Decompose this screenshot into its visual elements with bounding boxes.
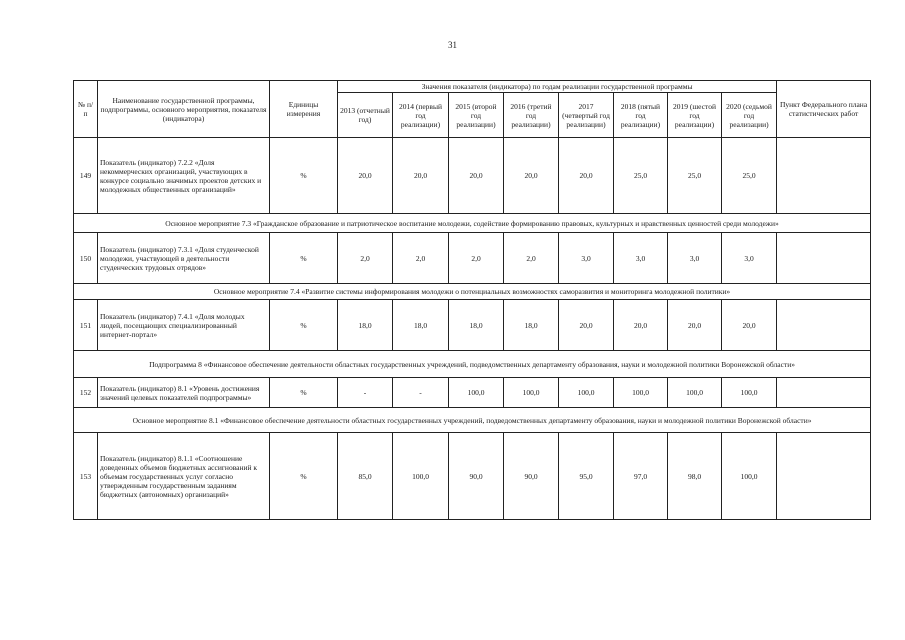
value-cell: 85,0 <box>338 433 393 520</box>
value-cell: - <box>338 378 393 408</box>
table-row <box>74 433 871 520</box>
value-cell: 2,0 <box>449 233 504 284</box>
value-cell: 20,0 <box>614 300 668 351</box>
indicators-table <box>73 80 871 520</box>
value-cell: 95,0 <box>559 433 614 520</box>
value-cell: 20,0 <box>722 300 777 351</box>
value-cell: 3,0 <box>722 233 777 284</box>
section-row <box>74 214 871 233</box>
value-cell: 25,0 <box>668 138 722 214</box>
header-year-2013: 2013 (отчетный год) <box>338 93 393 138</box>
row-number: 150 <box>74 233 98 284</box>
table-row <box>74 138 871 214</box>
unit-cell: % <box>270 300 338 351</box>
indicator-name: Показатель (индикатор) 7.4.1 «Доля молодых людей, посещающих специализированный интернет-портал» <box>98 300 270 351</box>
value-cell: 90,0 <box>449 433 504 520</box>
value-cell: 90,0 <box>504 433 559 520</box>
header-year-2016: 2016 (третий год реализации) <box>504 93 559 138</box>
value-cell: 2,0 <box>393 233 449 284</box>
value-cell: 3,0 <box>559 233 614 284</box>
value-cell: 97,0 <box>614 433 668 520</box>
value-cell: 20,0 <box>393 138 449 214</box>
value-cell: 18,0 <box>338 300 393 351</box>
indicator-name: Показатель (индикатор) 7.3.1 «Доля студенческой молодежи, участвующей в деятельности студенческих трудовых отрядов» <box>98 233 270 284</box>
section-row <box>74 284 871 300</box>
value-cell: 20,0 <box>338 138 393 214</box>
indicator-name: Показатель (индикатор) 8.1.1 «Соотношение доведенных объемов бюджетных ассигнований к объемам государственных услуг согласно утвержденным государственным заданиям бюджетных (автономных) организаций» <box>98 433 270 520</box>
value-cell: 98,0 <box>668 433 722 520</box>
unit-cell: % <box>270 138 338 214</box>
value-cell: 25,0 <box>722 138 777 214</box>
row-number: 151 <box>74 300 98 351</box>
value-cell: 18,0 <box>504 300 559 351</box>
unit-cell: % <box>270 433 338 520</box>
header-stat: Пункт Федерального плана статистических работ <box>777 81 871 138</box>
value-cell: 100,0 <box>722 433 777 520</box>
value-cell: 20,0 <box>668 300 722 351</box>
value-cell: 20,0 <box>559 300 614 351</box>
header-year-2014: 2014 (первый год реализации) <box>393 93 449 138</box>
indicator-name: Показатель (индикатор) 7.2.2 «Доля некоммерческих организаций, участвующих в конкурсе социально значимых проектов детских и молодежных общественных организаций» <box>98 138 270 214</box>
value-cell: 100,0 <box>722 378 777 408</box>
stat-cell <box>777 378 871 408</box>
stat-cell <box>777 138 871 214</box>
value-cell: 100,0 <box>504 378 559 408</box>
table-row <box>74 233 871 284</box>
section-title: Основное мероприятие 7.4 «Развитие системы информирования молодежи о потенциальных возможностях саморазвития и мониторинга молодежной политики» <box>74 284 871 300</box>
value-cell: 3,0 <box>614 233 668 284</box>
header-num: № п/п <box>74 81 98 138</box>
unit-cell: % <box>270 378 338 408</box>
header-year-2018: 2018 (пятый год реализации) <box>614 93 668 138</box>
value-cell: 18,0 <box>393 300 449 351</box>
value-cell: 25,0 <box>614 138 668 214</box>
subprogram-title: Подпрограмма 8 «Финансовое обеспечение деятельности областных государственных учреждений, подведомственных департаменту образования, науки и молодежной политики Воронежской области» <box>74 351 871 378</box>
row-number: 149 <box>74 138 98 214</box>
section-title: Основное мероприятие 8.1 «Финансовое обеспечение деятельности областных государственных учреждений, подведомственных департаменту образования, науки и молодежной политики Воронежской области» <box>74 408 871 433</box>
value-cell: 100,0 <box>559 378 614 408</box>
unit-cell: % <box>270 233 338 284</box>
header-name: Наименование государственной программы, подпрограммы, основного мероприятия, показателя (индикатора) <box>98 81 270 138</box>
value-cell: - <box>393 378 449 408</box>
value-cell: 100,0 <box>668 378 722 408</box>
header-year-2019: 2019 (шестой год реализации) <box>668 93 722 138</box>
row-number: 152 <box>74 378 98 408</box>
page-number: 31 <box>448 40 457 50</box>
header-year-2017: 2017 (четвертый год реализации) <box>559 93 614 138</box>
value-cell: 2,0 <box>504 233 559 284</box>
header-year-2020: 2020 (седьмой год реализации) <box>722 93 777 138</box>
table-row <box>74 378 871 408</box>
value-cell: 18,0 <box>449 300 504 351</box>
subprogram-row <box>74 351 871 378</box>
header-row-1 <box>74 81 871 93</box>
value-cell: 100,0 <box>614 378 668 408</box>
value-cell: 20,0 <box>449 138 504 214</box>
value-cell: 100,0 <box>393 433 449 520</box>
section-row <box>74 408 871 433</box>
header-year-2015: 2015 (второй год реализации) <box>449 93 504 138</box>
header-values-group: Значения показателя (индикатора) по годам реализации государственной программы <box>338 81 777 93</box>
value-cell: 100,0 <box>449 378 504 408</box>
value-cell: 20,0 <box>504 138 559 214</box>
stat-cell <box>777 300 871 351</box>
indicator-name: Показатель (индикатор) 8.1 «Уровень достижения значений целевых показателей подпрограммы» <box>98 378 270 408</box>
value-cell: 2,0 <box>338 233 393 284</box>
row-number: 153 <box>74 433 98 520</box>
section-title: Основное мероприятие 7.3 «Гражданское образование и патриотическое воспитание молодежи, содействие формированию правовых, культурных и нравственных ценностей среди молодежи» <box>74 214 871 233</box>
value-cell: 20,0 <box>559 138 614 214</box>
value-cell: 3,0 <box>668 233 722 284</box>
stat-cell <box>777 433 871 520</box>
table-row <box>74 300 871 351</box>
header-unit: Единицы измерения <box>270 81 338 138</box>
stat-cell <box>777 233 871 284</box>
